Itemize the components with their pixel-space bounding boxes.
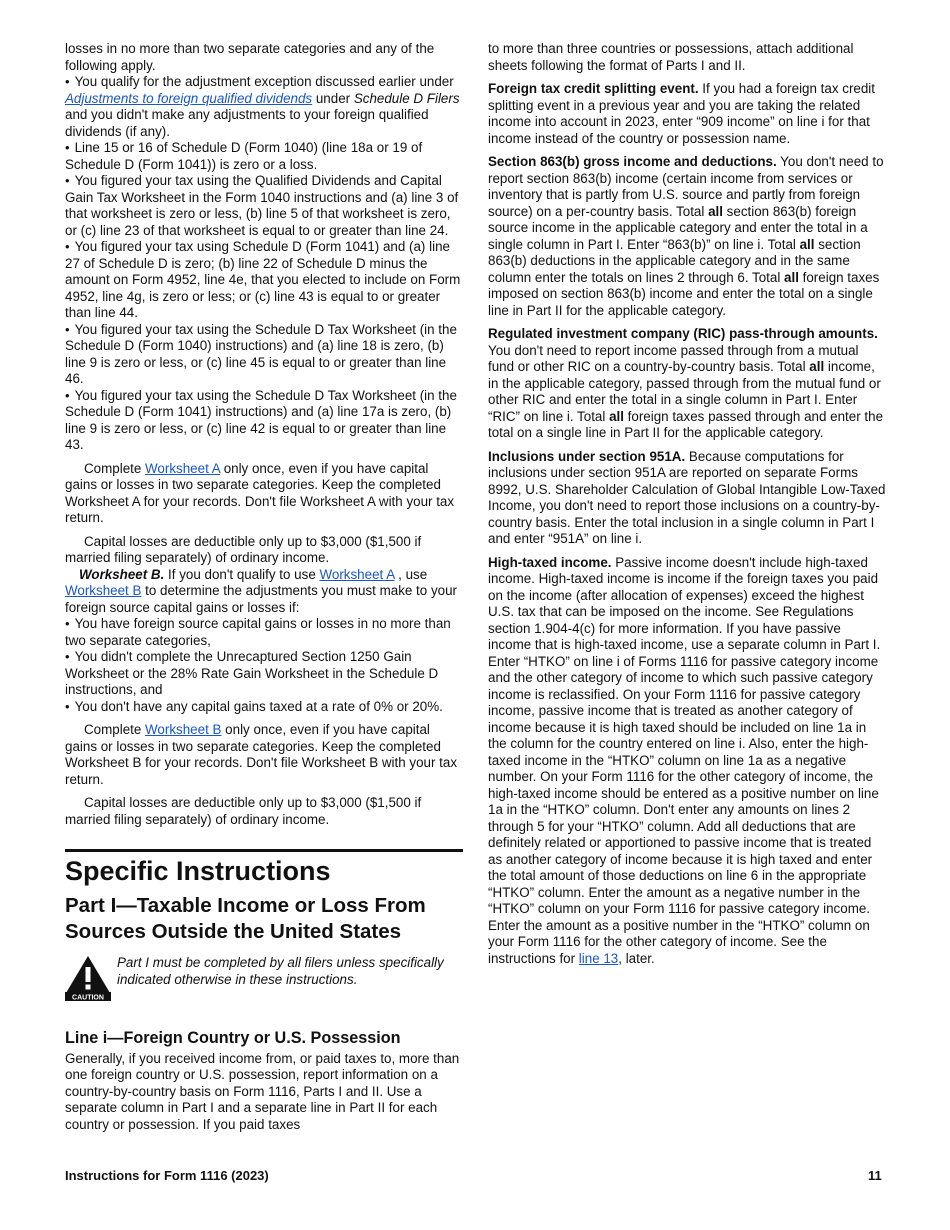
paragraph bbox=[488, 154, 886, 319]
list-item: • Line 15 or 16 of Schedule D (Form 1040) (line 18a or 19 of Schedule D (Form 1041)) is zero or a loss. bbox=[65, 140, 463, 173]
line-13-link[interactable]: line 13 bbox=[578, 950, 619, 966]
list-item: • You figured your tax using Schedule D (Form 1041) and (a) line 27 of Schedule D is zero; (b) line 22 of Schedule D minus the amount on Form 4952, line 4e, that you elected to include on Form 4952, line 4g, is zero or less; or (c) line 43 is equal to or greater than line 44. bbox=[65, 239, 463, 322]
list-item: • You don't have any capital gains taxed at a rate of 0% or 20%. bbox=[65, 699, 463, 716]
text: Passive income doesn't include high-taxed income. High-taxed income is income if the foreign taxes you paid on the income (after allocation of expenses) exceed the highest U.S. tax that can be imposed on the income. See Regulations section 1.904-4(c) for more information. If you have passive income that is high-taxed income, use a separate column in Part I. Enter “HTKO” on line i of Forms 1116 for passive category income and the other category of income to which such passive category income is reclassified. On your Form 1116 for passive category income, passive income that is treated as another category of income because it is high taxed should be included on line 1a in the column for the country entered on line i. Also, enter the high-taxed income in the “HTKO” column on line 1a as a negative number. On your Form 1116 for the other category of income, the high-taxed income should be entered as a positive number on line 1a in the “HTKO” column. Don't enter any amounts on lines 2 through 5 for your “HTKO” column. Add all deductions that are definitely related or apportioned to passive income that is treated as another category of income because it is high taxed and enter the total amount of those deductions on line 6 in the appropriate “HTKO” column. Enter the amount as a negative number in the “HTKO” column on your Form 1116 for passive category income. Enter the amount as a positive number in the “HTKO” column on your Form 1116 for the other category of income. See the instructions for bbox=[488, 554, 881, 966]
paragraph bbox=[488, 449, 886, 548]
caution-note bbox=[65, 955, 463, 1006]
list-item: • You didn't complete the Unrecaptured Section 1250 Gain Worksheet or the 28% Rate Gain Worksheet in the Schedule D instructions, and bbox=[65, 649, 463, 699]
worksheet-b-link[interactable]: Worksheet B bbox=[65, 583, 142, 598]
text: If you had a foreign tax credit splitting event in a previous year and you are taking the related income into account in 2023, enter “909 income” on line i for that income instead of the country or possession name. bbox=[488, 81, 875, 146]
run-in-heading: Regulated investment company (RIC) pass-through amounts. bbox=[488, 326, 878, 341]
text: , use bbox=[394, 566, 428, 582]
right-column bbox=[488, 41, 886, 967]
paragraph: Capital losses are deductible only up to $3,000 ($1,500 if married filing separately) of ordinary income. bbox=[65, 795, 422, 827]
text: to determine the adjustments you must make to your foreign source capital gains or losses if: bbox=[65, 583, 457, 615]
subsection-heading: Line i—Foreign Country or U.S. Possession bbox=[65, 1028, 401, 1047]
run-in-heading: Inclusions under section 951A. bbox=[488, 448, 686, 464]
paragraph bbox=[488, 326, 886, 442]
text: , later. bbox=[618, 950, 655, 966]
text: You don't need to report income passed through from a mutual fund or other RIC on a country-by-country basis. Total bbox=[488, 342, 859, 374]
list-item: • You figured your tax using the Schedule D Tax Worksheet (in the Schedule D (Form 1041) instructions) and (a) line 17a is zero, (b) line 9 is zero or less, or (c) line 42 is equal to or greater than line 43. bbox=[65, 388, 463, 454]
caution-label: CAUTION bbox=[72, 994, 104, 1001]
worksheet-b-link[interactable]: Worksheet B bbox=[145, 722, 222, 737]
caution-icon bbox=[65, 955, 111, 1006]
list-item: • You figured your tax using the Qualified Dividends and Capital Gain Tax Worksheet in the Form 1040 instructions and (a) line 3 of that worksheet is zero or less, (b) line 5 of that worksheet is zero, or (c) line 23 of that worksheet is equal to or greater than line 24. bbox=[65, 173, 463, 239]
paragraph bbox=[488, 81, 886, 147]
section-heading: Specific Instructions bbox=[65, 856, 331, 886]
caution-text: Part I must be completed by all filers unless specifically indicated otherwise in these instructions. bbox=[117, 955, 444, 987]
worksheet-a-link[interactable]: Worksheet A bbox=[319, 566, 395, 582]
emphasis: all bbox=[609, 408, 624, 424]
paragraph: losses in no more than two separate categories and any of the following apply. bbox=[65, 41, 435, 73]
text: Schedule D Filers bbox=[353, 90, 460, 106]
text: You qualify for the adjustment exception discussed earlier under bbox=[74, 74, 454, 89]
emphasis: all bbox=[809, 359, 825, 374]
emphasis: all bbox=[799, 236, 815, 252]
text: only once, even if you have capital gains or losses in two separate categories. Keep the completed Worksheet A for your records. Don't file Worksheet A with your tax return. bbox=[65, 460, 455, 525]
worksheet-a-link[interactable]: Worksheet A bbox=[145, 460, 220, 476]
list-item bbox=[65, 74, 463, 140]
run-in-heading: Foreign tax credit splitting event. bbox=[488, 81, 699, 96]
text: foreign taxes passed through and enter the total on a single line in Part II for the applicable category. bbox=[488, 408, 884, 440]
text: Complete bbox=[84, 722, 146, 737]
text: You don't need to report section 863(b) income (certain income from services or inventory that is partly from U.S. source and partly from foreign source) on a per-country basis. Total bbox=[488, 154, 884, 219]
text: under bbox=[312, 90, 354, 106]
left-column bbox=[65, 41, 463, 1133]
footer-title: Instructions for Form 1116 (2023) bbox=[65, 1168, 269, 1183]
paragraph: Capital losses are deductible only up to $3,000 ($1,500 if married filing separately) of ordinary income. bbox=[65, 533, 422, 565]
text: If you don't qualify to use bbox=[164, 566, 320, 582]
text: section 863(b) deductions in the applicable category and in the same column enter the totals on lines 2 through 6. Total bbox=[488, 236, 861, 285]
text: and you didn't make any adjustments to your foreign qualified dividends (if any). bbox=[65, 107, 429, 139]
run-in-heading: Worksheet B. bbox=[79, 566, 165, 582]
paragraph bbox=[488, 555, 886, 968]
paragraph bbox=[65, 461, 463, 527]
paragraph bbox=[65, 567, 463, 617]
emphasis: all bbox=[784, 269, 799, 285]
paragraph: to more than three countries or possessions, attach additional sheets following the format of Parts I and II. bbox=[488, 41, 854, 73]
text: Because computations for inclusions under section 951A are reported on separate Forms 8992, U.S. Shareholder Calculation of Global Intangible Low-Taxed Income, you don't need to report those inclusions on a country-by-country basis. Enter the total inclusion in a single column in Part I and enter “951A” on line i. bbox=[488, 448, 886, 546]
emphasis: all bbox=[708, 203, 723, 219]
adjustments-foreign-qualified-dividends-link[interactable]: Adjustments to foreign qualified dividends bbox=[65, 90, 313, 106]
run-in-heading: Section 863(b) gross income and deductions. bbox=[488, 154, 777, 169]
section-divider bbox=[65, 849, 463, 852]
part-heading: Part I—Taxable Income or Loss From Sources Outside the United States bbox=[65, 894, 426, 943]
page-number: 11 bbox=[868, 1168, 882, 1183]
paragraph: Generally, if you received income from, or paid taxes to, more than one foreign country or U.S. possession, report information on a country-by-country basis on Form 1116, Parts I and II. Use a separate column in Part I and a separate line in Part II for each country or possession. If you paid taxes bbox=[65, 1050, 460, 1132]
paragraph bbox=[65, 722, 463, 788]
text: income, in the applicable category, passed through from the mutual fund or other RIC and enter the total in a single column in Part I. Enter “RIC” on line i. Total bbox=[488, 359, 881, 424]
text: section 863(b) foreign source income in the applicable category and enter the total in a single column in Part I. Enter “863(b)” on line i. Total bbox=[488, 203, 868, 252]
run-in-heading: High-taxed income. bbox=[488, 554, 612, 570]
list-item: • You have foreign source capital gains or losses in no more than two separate categories, bbox=[65, 616, 463, 649]
list-item: • You figured your tax using the Schedule D Tax Worksheet (in the Schedule D (Form 1040) instructions) and (a) line 18 is zero, (b) line 9 is zero or less, or (c) line 45 is equal to or greater than line 46. bbox=[65, 322, 463, 388]
text: only once, even if you have capital gains or losses in two separate categories. Keep the completed Worksheet B for your records. Don't file Worksheet B with your tax return. bbox=[65, 722, 458, 787]
text: Complete bbox=[84, 460, 146, 476]
text: foreign taxes imposed on section 863(b) income and enter the total on a single line in Part II for the applicable category. bbox=[488, 269, 880, 318]
